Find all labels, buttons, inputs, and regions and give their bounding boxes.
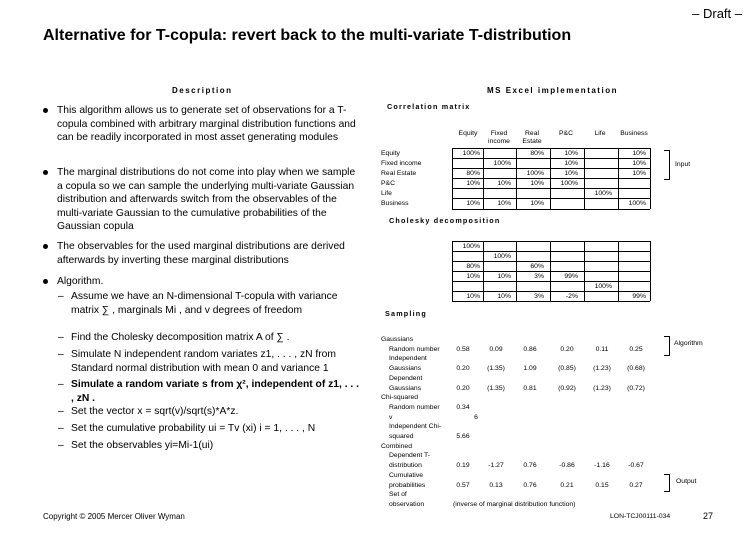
grid-hline [452,291,650,292]
bullet-dot [43,279,48,284]
row-label: Fixed income [381,160,422,167]
row-label: Equity [381,150,400,157]
correlation-cell: 10% [564,160,578,167]
bullet-text: The marginal distributions do not come into play when we sample a copula so we can sample the underlying multi-variate Gaussian distribution and afterwards switch from the observables of the multi-variate Gaussian to the cumulative probabilities of the Gaussian copula [57,167,356,233]
algorithm-step: Assume we have an N-dimensional T-copula with variance matrix ∑ , marginals Mi , and v degrees of freedom [71,291,338,316]
output-label: Output [676,478,697,485]
description-header: Description [172,86,233,95]
algorithm-label: Algorithm [674,340,703,347]
correlation-cell: 100% [493,160,511,167]
step-dash: – [58,291,64,302]
sampling-label: squared [389,433,414,440]
inverse-note: (inverse of marginal distribution function) [453,501,576,508]
correlation-cell: 100% [462,150,480,157]
correlation-cell: 10% [632,170,646,177]
sampling-value: 0.20 [456,385,470,392]
sampling-value: 0.11 [595,346,609,353]
row-label: Life [381,190,392,197]
column-header: Real Estate [522,130,542,145]
row-label: Real Estate [381,170,417,177]
bullet-text: Algorithm. [57,276,104,287]
correlation-label: Correlation matrix [387,102,471,111]
correlation-cell: 10% [497,200,511,207]
sampling-value: -1.16 [594,462,610,469]
correlation-cell: 100% [560,180,578,187]
step-dash: – [58,379,64,390]
grid-hline [452,178,650,179]
sampling-label: Set of [389,491,407,498]
step-dash: – [58,423,64,434]
cholesky-cell: 100% [462,243,480,250]
correlation-cell: 10% [564,170,578,177]
grid-hline [452,261,650,262]
sampling-label: Independent [389,355,427,362]
sampling-value: -0.86 [559,462,575,469]
output-brace [664,474,670,492]
step-dash: – [58,332,64,343]
input-label: Input [675,161,691,168]
cholesky-label: Cholesky decomposition [389,216,501,225]
sampling-value: (0.92) [558,385,576,392]
sampling-label: Chi-squared [381,394,419,401]
page-title: Alternative for T-copula: revert back to the multi-variate T-distribution [43,27,572,44]
column-header: Fixed income [488,130,510,145]
sampling-value: 0.27 [629,482,643,489]
correlation-cell: 80% [466,170,480,177]
row-label: P&C [381,180,395,187]
column-header: Equity [458,130,478,137]
correlation-cell: 10% [497,180,511,187]
bullet-dot [43,244,48,249]
draft-label: – Draft – [692,6,742,21]
cholesky-cell: 100% [594,283,612,290]
row-label: Business [381,200,409,207]
grid-hline [452,271,650,272]
grid-hline [452,188,650,189]
sampling-label: Random number [389,346,440,353]
sampling-value: (1.23) [593,365,611,372]
sampling-label: Random number [389,404,440,411]
bullet-text: The observables for the used marginal distributions are derived afterwards by inverting these marginal distributions [57,241,345,266]
grid-hline [452,281,650,282]
sampling-value: 0.86 [523,346,537,353]
sampling-label: Gaussians [381,336,414,343]
step-dash: – [58,349,64,360]
correlation-cell: 100% [594,190,612,197]
correlation-cell: 10% [530,180,544,187]
sampling-label: Independent Chi- [389,423,442,430]
grid-hline [452,158,650,159]
cholesky-cell: 3% [534,273,544,280]
sampling-value: 1.09 [523,365,537,372]
sampling-value: 0.09 [489,346,503,353]
cholesky-cell: 99% [632,293,646,300]
sampling-value: 0.81 [523,385,537,392]
correlation-cell: 10% [632,160,646,167]
algorithm-step: Simulate a random variate s from χ², independent of z1, . . . , zN . [71,379,360,404]
bullet-text: This algorithm allows us to generate set of observations for a T-copula combined with arbitrary marginal distribution functions and can be readily incorporated in most asset generating modules [57,105,356,144]
sampling-label: Sampling [385,309,427,318]
grid-hline [452,209,650,210]
step-dash: – [58,406,64,417]
sampling-label: Dependent [389,375,423,382]
grid-hline [452,198,650,199]
correlation-cell: 80% [530,150,544,157]
sampling-value: 0.76 [523,462,537,469]
cholesky-cell: 10% [497,273,511,280]
sampling-value: 0.20 [456,365,470,372]
correlation-cell: 10% [466,200,480,207]
sampling-label: Gaussians [389,365,422,372]
sampling-value: -0.67 [628,462,644,469]
sampling-value: 0.25 [629,346,643,353]
cholesky-cell: 80% [466,263,480,270]
grid-hline [452,241,650,242]
sampling-label: Gaussians [389,385,422,392]
cholesky-cell: 3% [534,293,544,300]
grid-hline [452,148,650,149]
sampling-value: 0.13 [489,482,503,489]
algorithm-step: Set the vector x = sqrt(v)/sqrt(s)*A*z. [71,406,239,417]
sampling-value: 0.20 [560,346,574,353]
sampling-value: 0.76 [523,482,537,489]
grid-vline [650,241,651,301]
cholesky-cell: 60% [530,263,544,270]
sampling-value: (1.35) [487,365,505,372]
sampling-label: observation [389,501,425,508]
cholesky-cell: 10% [497,293,511,300]
sampling-value: 5.66 [456,433,470,440]
copyright: Copyright © 2005 Mercer Oliver Wyman [43,512,185,521]
sampling-value: 6 [474,414,478,421]
sampling-value: 0.21 [560,482,574,489]
correlation-cell: 10% [632,150,646,157]
cholesky-cell: 100% [493,253,511,260]
algorithm-step: Find the Cholesky decomposition matrix A of ∑ . [71,332,290,343]
sampling-value: 0.15 [595,482,609,489]
bullet-dot [43,170,48,175]
page-number: 27 [703,511,714,521]
grid-hline [452,168,650,169]
sampling-value: 0.19 [456,462,470,469]
grid-hline [452,251,650,252]
correlation-cell: 10% [466,180,480,187]
sampling-value: (1.35) [487,385,505,392]
excel-header: MS Excel implementation [487,86,618,95]
correlation-cell: 10% [564,150,578,157]
sampling-label: Cumulative [389,472,423,479]
algorithm-brace [664,336,670,356]
sampling-label: v [389,414,393,421]
sampling-value: (0.72) [627,385,645,392]
grid-vline [650,148,651,209]
cholesky-cell: 10% [466,273,480,280]
doc-code: LON-TCJ00111-034 [610,513,671,520]
correlation-cell: 100% [526,170,544,177]
correlation-cell: 100% [628,200,646,207]
column-header: Life [594,130,606,137]
sampling-value: 0.58 [456,346,470,353]
sampling-label: Combined [381,443,412,450]
sampling-label: Dependent T- [389,452,431,459]
sampling-value: 0.34 [456,404,470,411]
sampling-value: (0.85) [558,365,576,372]
grid-hline [452,301,650,302]
sampling-value: (1.23) [593,385,611,392]
bullet-dot [43,108,48,113]
cholesky-cell: 10% [466,293,480,300]
sampling-value: 0.57 [456,482,470,489]
column-header: Business [620,130,648,137]
algorithm-step: Simulate N independent random variates z1, . . . , zN from Standard normal distribution with mean 0 and variance 1 [71,349,336,374]
sampling-value: -1.27 [488,462,504,469]
algorithm-step: Set the cumulative probability ui = Tv (xi) i = 1, . . . , N [71,423,316,434]
input-brace [664,150,670,180]
sampling-value: (0.68) [627,365,645,372]
step-dash: – [58,440,64,451]
cholesky-cell: -2% [565,293,578,300]
sampling-label: distribution [389,462,422,469]
column-header: P&C [559,130,573,137]
cholesky-cell: 99% [564,273,578,280]
algorithm-step: Set the observables yi=Mi-1(ui) [71,440,214,451]
sampling-label: probabilities [389,482,426,489]
correlation-cell: 10% [530,200,544,207]
